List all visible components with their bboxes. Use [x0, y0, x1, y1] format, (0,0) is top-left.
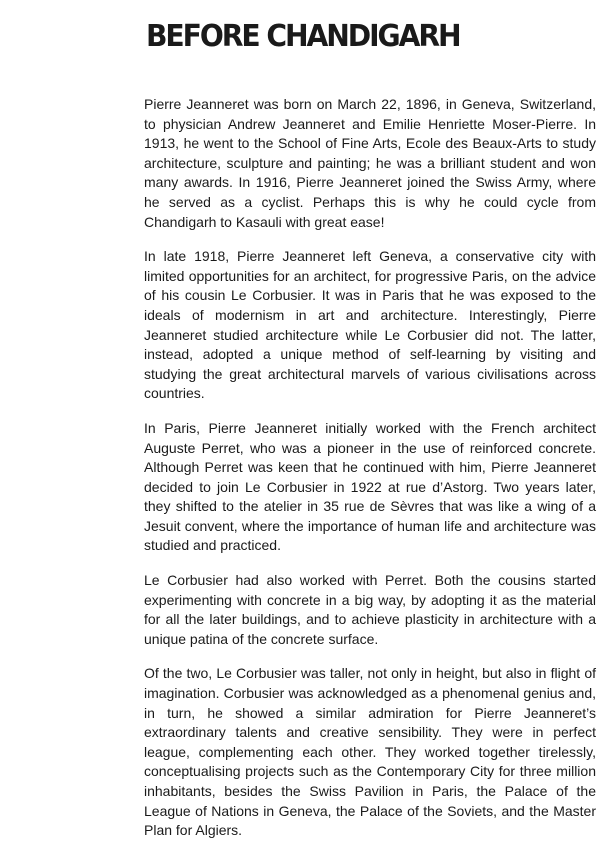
- paragraph-5: Of the two, Le Corbusier was taller, not only in height, but also in flight of imagination. Corbusier was acknowledged as a phenomenal genius and, in turn, he showed a similar admiration for Pierre Jeanneret’s extraordinary talents and creative sensibility. They were in perfect league, complementing each other. They worked together tirelessly, conceptualising projects such as the Contemporary City for three million inhabitants, besides the Swiss Pavilion in Paris, the Palace of the League of Nations in Geneva, the Palace of the Soviets, and the Master Plan for Algiers.: [144, 665, 596, 839]
- paragraph-3: In Paris, Pierre Jeanneret initially worked with the French architect Auguste Perret, who was a pioneer in the use of reinforced concrete. Although Perret was keen that he continued with him, Pierre Jeanneret decided to join Le Corbusier in 1922 at rue d’Astorg. Two years later, they shifted to the atelier in 35 rue de Sèvres that was like a wing of a Jesuit convent, where the importance of human life and architecture was studied and practiced.: [144, 419, 596, 554]
- paragraph-1: Pierre Jeanneret was born on March 22, 1896, in Geneva, Switzerland, to physician Andrew Jeanneret and Emilie Henriette Moser-Pierre. In 1913, he went to the School of Fine Arts, Ecole des Beaux-Arts to study architecture, sculpture and painting; he was a brilliant student and won many awards. In 1916, Pierre Jeanneret joined the Swiss Army, where he served as a cyclist. Perhaps this is why he could cycle from Chandigarh to Kasauli with great ease!: [144, 96, 596, 230]
- paragraph-2: In late 1918, Pierre Jeanneret left Geneva, a conservative city with limited opportunities for an architect, for progressive Paris, on the advice of his cousin Le Corbusier. It was in Paris that he was exposed to the ideals of modernism in art and architecture. Interestingly, Pierre Jeanneret studied architecture while Le Corbusier did not. The latter, instead, adopted a unique method of self-learning by visiting and studying the great architectural marvels of various civilisations across countries.: [144, 248, 596, 402]
- paragraph-4: Le Corbusier had also worked with Perret. Both the cousins started experimenting with concrete in a big way, by adopting it as the material for all the later buildings, and to achieve plasticity in architecture with a unique patina of the concrete surface.: [144, 572, 596, 647]
- article-body: [144, 95, 596, 856]
- page-title: BEFORE CHANDIGARH: [146, 19, 460, 54]
